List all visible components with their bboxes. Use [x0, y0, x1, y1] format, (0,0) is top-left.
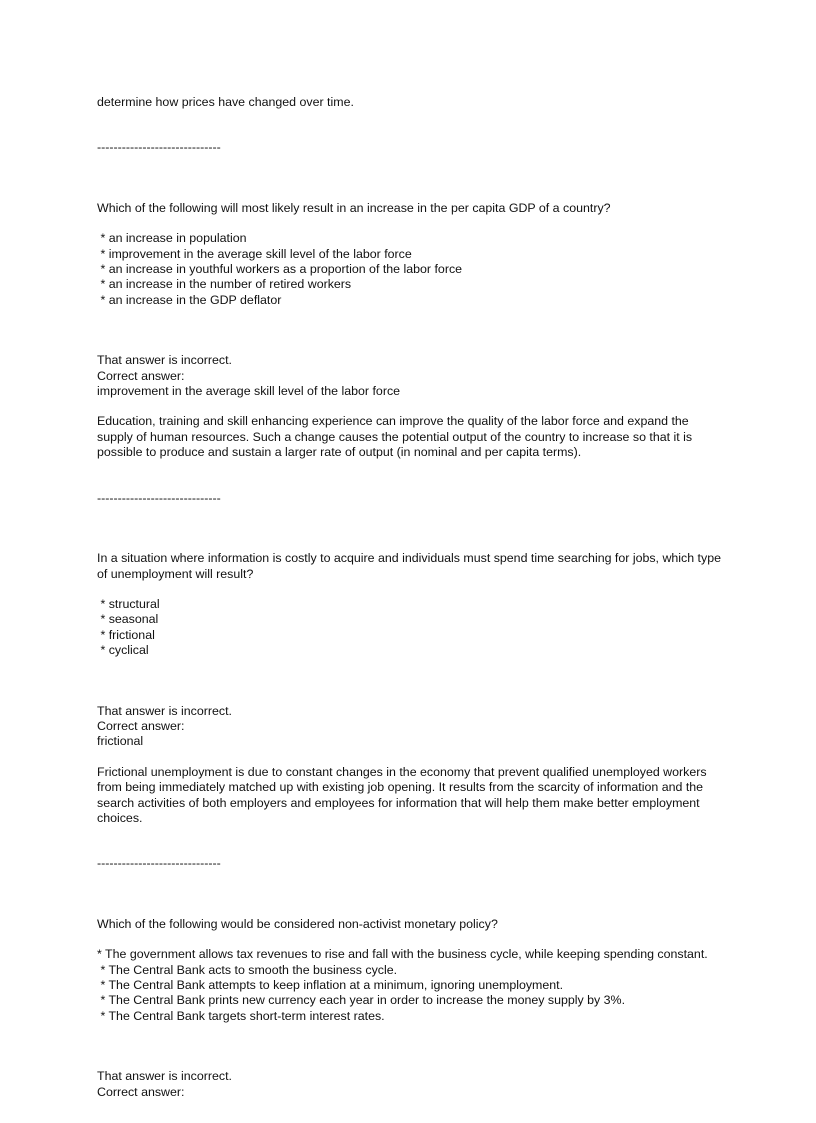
- q1-question: Which of the following will most likely result in an increase in the per capita GDP of a country?: [97, 200, 611, 215]
- top-fragment: determine how prices have changed over time.: [97, 95, 354, 109]
- q1-feedback: That answer is incorrect.: [97, 353, 232, 368]
- q1-correct-answer: improvement in the average skill level of the labor force: [97, 384, 401, 399]
- q3-option: * The government allows tax revenues to rise and fall with the business cycle, while keeping spending constant.: [97, 947, 708, 962]
- q2-options: [97, 597, 727, 659]
- q3-option: * The Central Bank targets short-term interest rates.: [97, 1008, 385, 1023]
- document-page: [97, 95, 727, 1100]
- separator-1: ------------------------------: [97, 140, 221, 155]
- q1-option: * an increase in the GDP deflator: [97, 292, 282, 307]
- q2-option: * frictional: [97, 627, 155, 642]
- q1-option: * improvement in the average skill level of the labor force: [97, 246, 412, 261]
- q1-option: * an increase in youthful workers as a proportion of the labor force: [97, 262, 463, 277]
- q3-option: * The Central Bank attempts to keep inflation at a minimum, ignoring unemployment.: [97, 978, 564, 992]
- q3-correct-label: Correct answer:: [97, 1084, 185, 1099]
- q1-explanation: Education, training and skill enhancing experience can improve the quality of the labor force and expand the supply of human resources. Such a change causes the potential output of the country to increase so that it is possible to produce and sustain a larger rate of output (in nominal and per capita terms).: [97, 414, 693, 460]
- q3-options: [97, 947, 727, 1024]
- q2-option: * structural: [97, 596, 160, 611]
- q2-correct-answer: frictional: [97, 734, 144, 749]
- separator-3: ------------------------------: [97, 856, 221, 871]
- q2-feedback: That answer is incorrect.: [97, 703, 232, 718]
- q2-correct-label: Correct answer:: [97, 718, 185, 733]
- q2-option: * seasonal: [97, 612, 159, 627]
- q1-correct-label: Correct answer:: [97, 368, 185, 383]
- q3-question: Which of the following would be considered non-activist monetary policy?: [97, 916, 498, 931]
- q2-explanation: Frictional unemployment is due to constant changes in the economy that prevent qualified unemployed workers from being immediately matched up with existing job opening. It results from the scarcity of information and the search activities of both employers and employees for information that will help them make better employment choices.: [97, 764, 707, 825]
- q1-options: [97, 231, 727, 308]
- q1-option: * an increase in population: [97, 231, 247, 246]
- q2-question: In a situation where information is costly to acquire and individuals must spend time searching for jobs, which type of unemployment will result?: [97, 551, 721, 581]
- q3-option: * The Central Bank prints new currency each year in order to increase the money supply by 3%.: [97, 993, 626, 1008]
- separator-2: ------------------------------: [97, 490, 221, 505]
- q3-feedback: That answer is incorrect.: [97, 1069, 232, 1084]
- q3-option: * The Central Bank acts to smooth the business cycle.: [97, 962, 398, 977]
- q1-option: * an increase in the number of retired workers: [97, 277, 352, 292]
- q2-option: * cyclical: [97, 643, 149, 658]
